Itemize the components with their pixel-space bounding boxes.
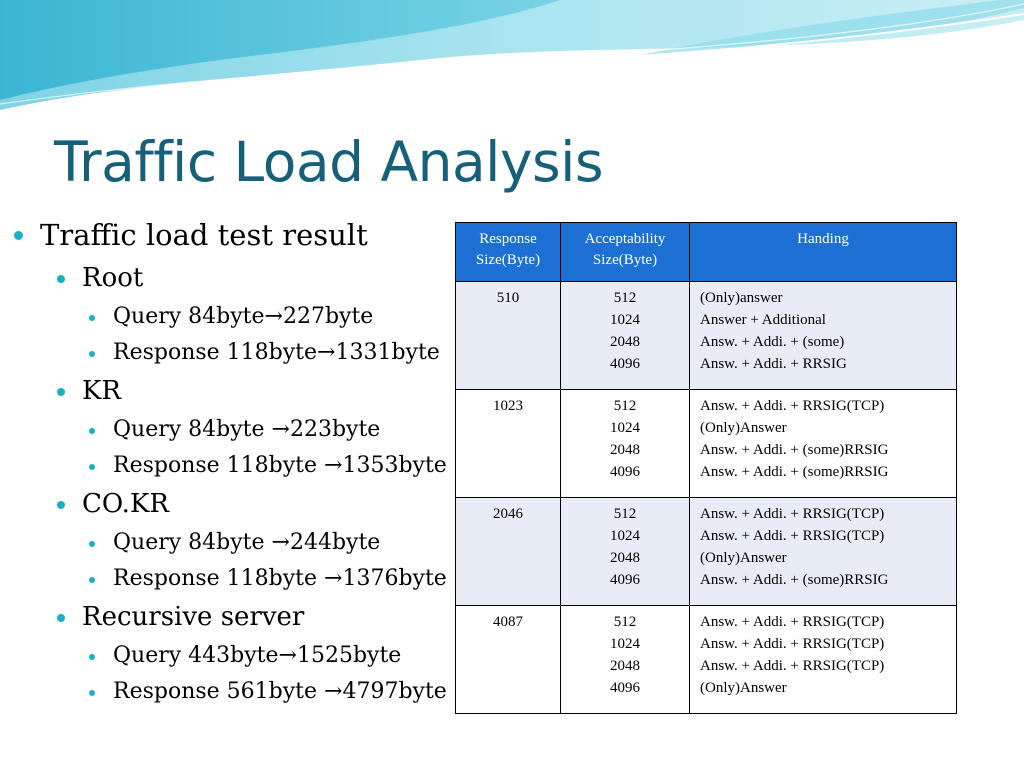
recursive-query: Query 443byte→1525byte	[113, 643, 402, 668]
kr-response: Response 118byte →1353byte	[113, 453, 447, 478]
cell-handing: (Only)answer Answer + Additional Answ. + Addi. + (some) Answ. + Addi. + RRSIG	[690, 282, 957, 390]
cell-handing: Answ. + Addi. + RRSIG(TCP) (Only)Answer Answ. + Addi. + (some)RRSIG Answ. + Addi. + (some)RRSIG	[690, 390, 957, 498]
recursive-response: Response 561byte →4797byte	[113, 679, 447, 704]
table-header-row	[456, 223, 957, 282]
header-acceptability-size: Acceptability Size(Byte)	[561, 223, 690, 282]
cokr-query: Query 84byte →244byte	[113, 530, 381, 555]
bullet-dot-icon	[89, 428, 95, 434]
traffic-table	[455, 222, 957, 714]
cell-acceptability: 512 1024 2048 4096	[561, 606, 690, 714]
bullet-dot-icon	[57, 388, 65, 396]
kr-query: Query 84byte →223byte	[113, 417, 381, 442]
cell-response-size: 510	[456, 282, 561, 390]
bullet-dot-icon	[57, 614, 65, 622]
bullet-dot-icon	[89, 351, 95, 357]
cell-acceptability: 512 1024 2048 4096	[561, 390, 690, 498]
cell-handing: Answ. + Addi. + RRSIG(TCP) Answ. + Addi. + RRSIG(TCP) Answ. + Addi. + RRSIG(TCP) (Only)Answer	[690, 606, 957, 714]
table-row	[456, 282, 957, 390]
bullet-dot-icon	[89, 577, 95, 583]
group-label-recursive: Recursive server	[82, 602, 305, 632]
cell-handing: Answ. + Addi. + RRSIG(TCP) Answ. + Addi. + RRSIG(TCP) (Only)Answer Answ. + Addi. + (some)RRSIG	[690, 498, 957, 606]
bullet-dot-icon	[14, 231, 23, 240]
table-row	[456, 606, 957, 714]
bullet-dot-icon	[89, 690, 95, 696]
cell-response-size: 1023	[456, 390, 561, 498]
cell-acceptability: 512 1024 2048 4096	[561, 282, 690, 390]
group-label-root: Root	[82, 263, 144, 293]
main-bullet: Traffic load test result	[40, 218, 368, 252]
table-row	[456, 390, 957, 498]
header-handing: Handing	[690, 223, 957, 282]
header-response-size: Response Size(Byte)	[456, 223, 561, 282]
root-query: Query 84byte→227byte	[113, 304, 374, 329]
bullet-dot-icon	[89, 315, 95, 321]
bullet-dot-icon	[57, 501, 65, 509]
root-response: Response 118byte→1331byte	[113, 340, 440, 365]
cell-response-size: 4087	[456, 606, 561, 714]
bullet-dot-icon	[89, 654, 95, 660]
bullet-dot-icon	[89, 541, 95, 547]
group-label-cokr: CO.KR	[82, 489, 169, 519]
cell-response-size: 2046	[456, 498, 561, 606]
table-row	[456, 498, 957, 606]
bullet-dot-icon	[57, 275, 65, 283]
cokr-response: Response 118byte →1376byte	[113, 566, 447, 591]
bullet-dot-icon	[89, 464, 95, 470]
group-label-kr: KR	[82, 376, 121, 406]
cell-acceptability: 512 1024 2048 4096	[561, 498, 690, 606]
slide-title: Traffic Load Analysis	[54, 130, 604, 194]
wave-banner	[0, 0, 1024, 120]
